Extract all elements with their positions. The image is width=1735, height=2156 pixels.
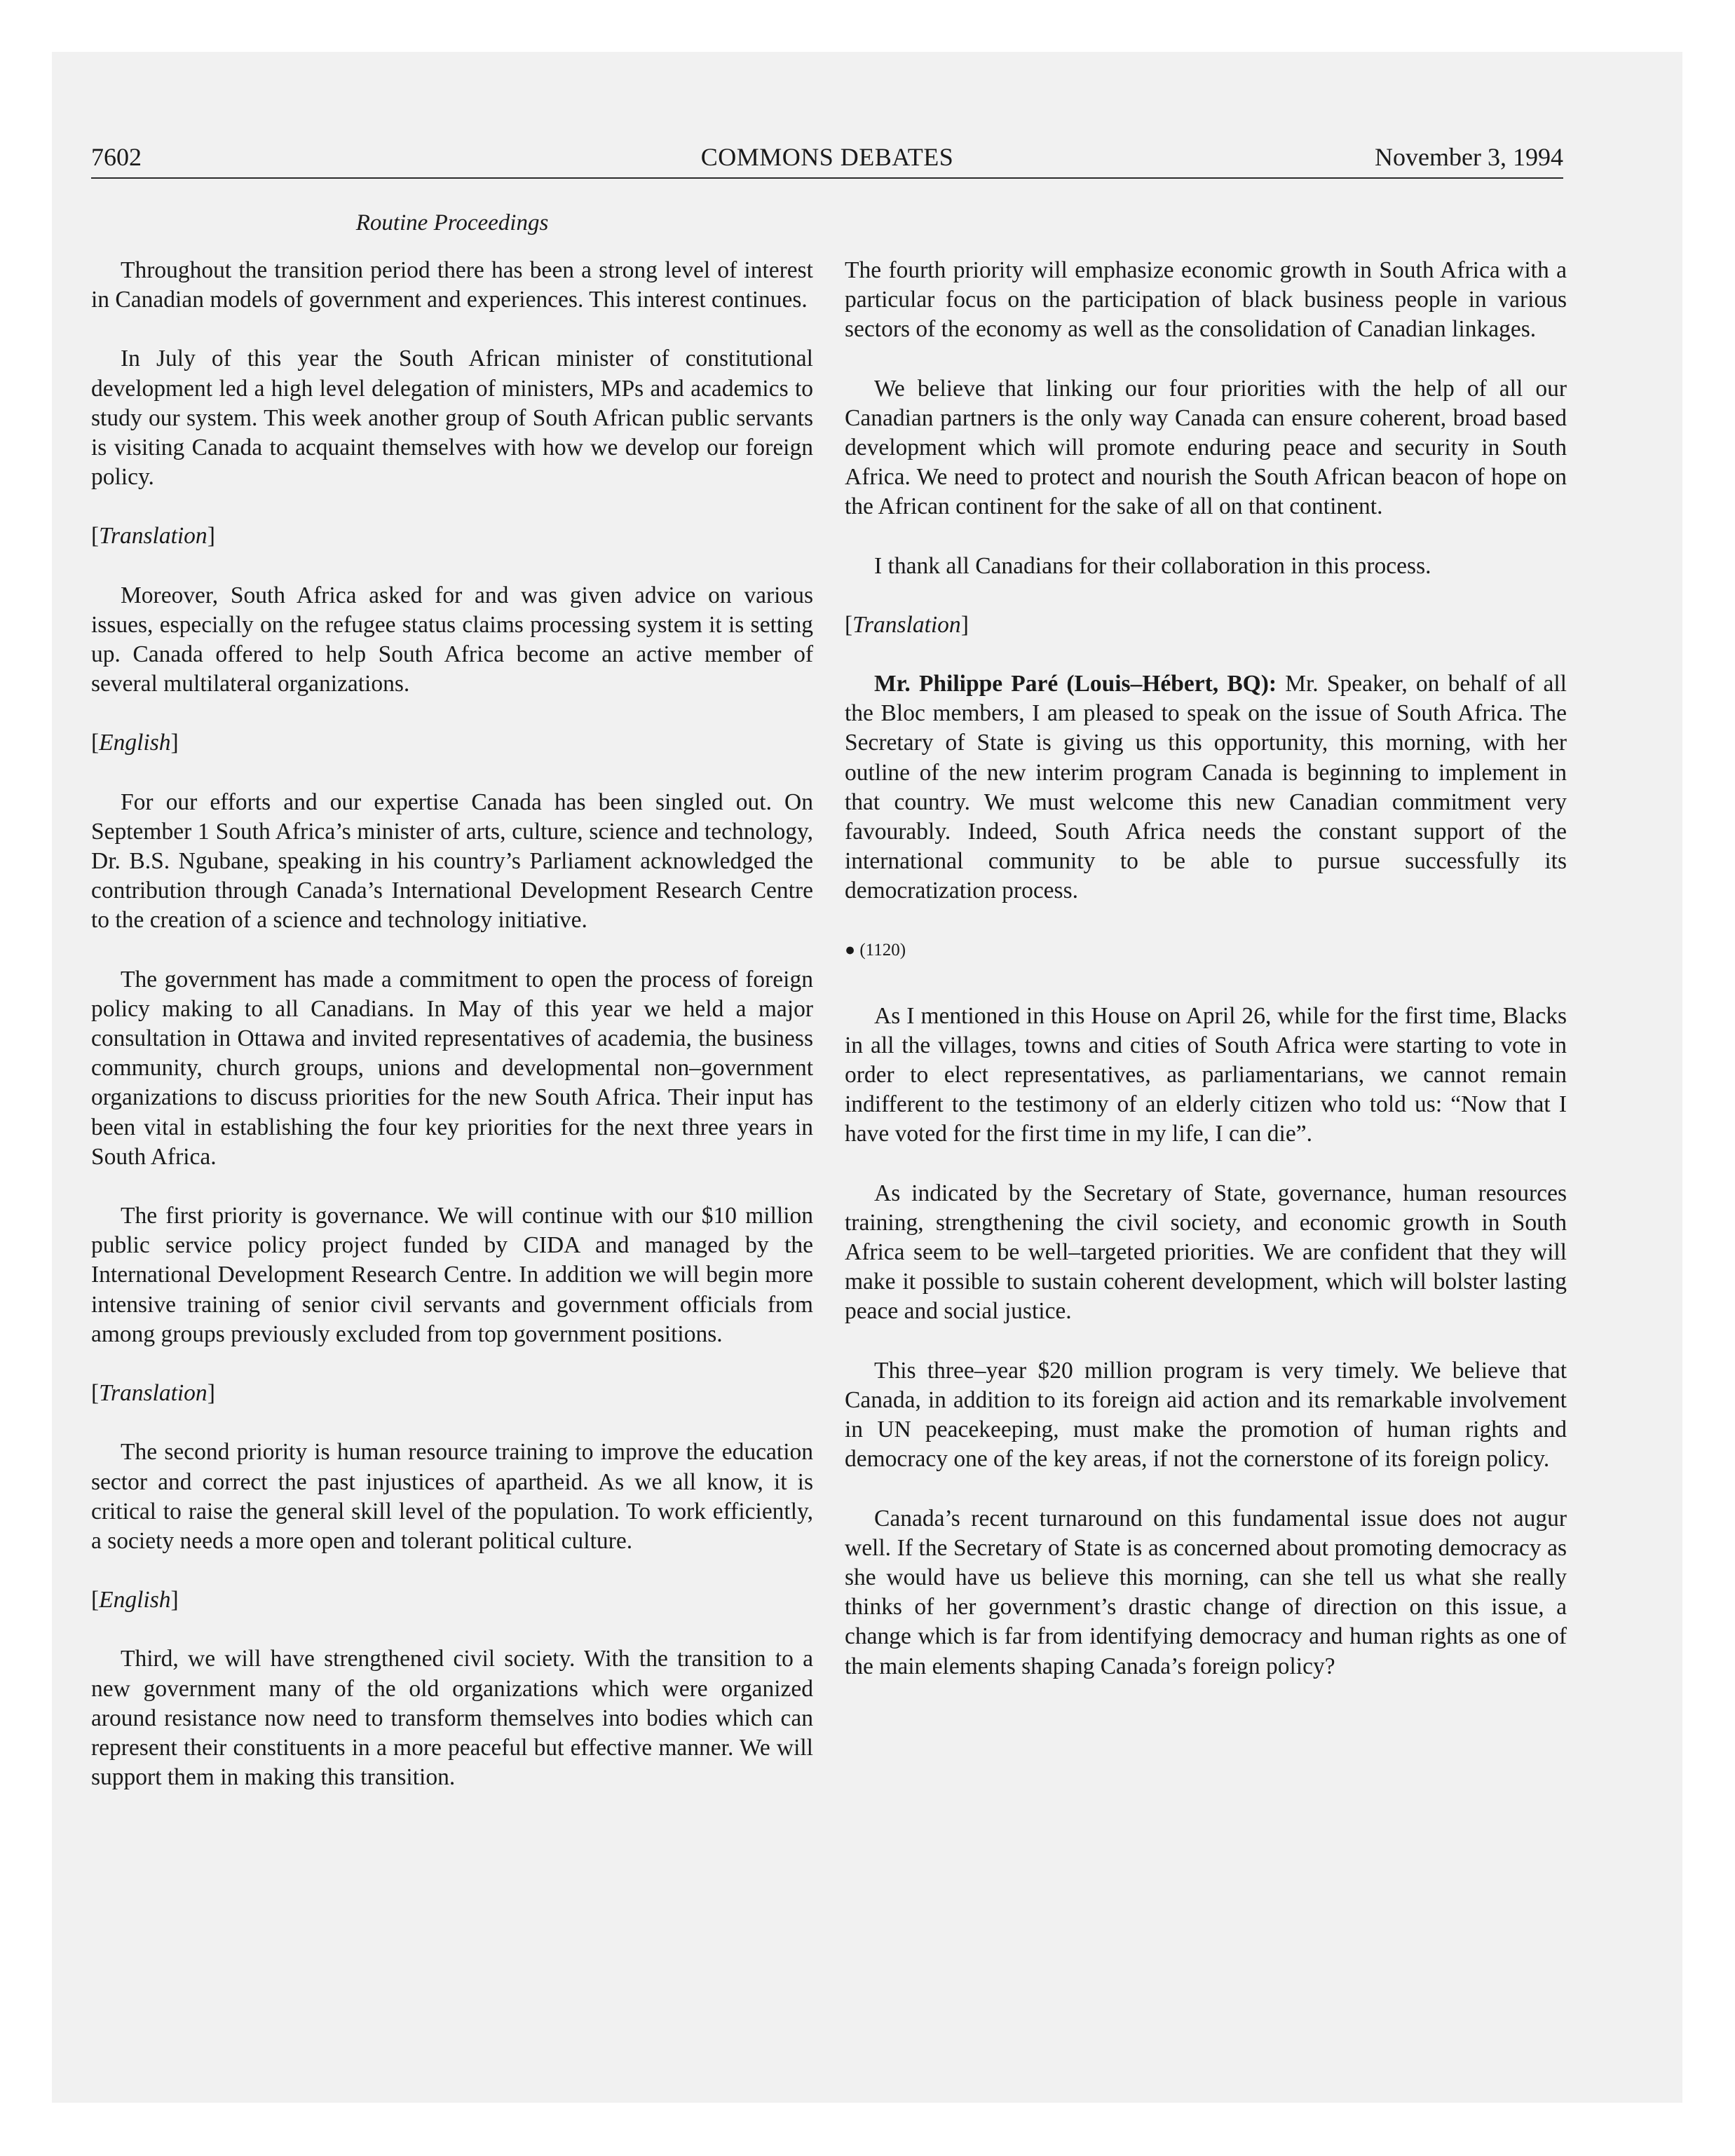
speech-paragraph: Mr. Philippe Paré (Louis–Hébert, BQ): Mr. Speaker, on behalf of all the Bloc members, I am pleased to speak on the issue of South Africa. The Secretary of State is giving us this opportunity, this morning, with her outline of the new interim program Canada is beginning to implement in that country. We must welcome this new Canadian commitment very favourably. Indeed, South Africa needs the constant support of the international community to be able to pursue successfully its democratization process.	[845, 671, 1567, 904]
paragraph: In July of this year the South African minister of constitutional development led a high level delegation of ministers, MPs and academics to study our system. This week another group of South African public servants is visiting Canada to acquaint themselves with how we develop our foreign policy.	[91, 346, 813, 491]
language-marker: [Translation]	[91, 1380, 215, 1407]
paragraph: Third, we will have strengthened civil society. With the transition to a new government many of the old organizations which were organized around resistance now need to transform themselves into bodies which can represent their constituents in a more peaceful but effective manner. We will support them in making this transition.	[91, 1646, 813, 1791]
page-date: November 3, 1994	[1375, 143, 1563, 171]
paragraph: As indicated by the Secretary of State, governance, human resources training, strengthening the civil society, and economic growth in South Africa seem to be well–targeted priorities. We are confident that they will make it possible to sustain coherent development, which will bolster lasting peace and social justice.	[845, 1180, 1567, 1325]
paragraph: As I mentioned in this House on April 26, while for the first time, Blacks in all the villages, towns and cities of South Africa were starting to vote in order to elect representatives, as parliamentarians, we cannot remain indifferent to the testimony of an elderly citizen who told us: “Now that I have voted for the first time in my life, I can die”.	[845, 1002, 1567, 1147]
paragraph: This three–year $20 million program is very timely. We believe that Canada, in addition to its foreign aid action and its remarkable involvement in UN peacekeeping, must make the promotion of human rights and democracy one of the key areas, if not the cornerstone of its foreign policy.	[845, 1357, 1567, 1473]
page-header	[91, 136, 1563, 178]
language-marker: [English]	[91, 730, 179, 756]
section-title: Routine Proceedings	[355, 210, 549, 236]
paragraph: Canada’s recent turnaround on this fundamental issue does not augur well. If the Secretary of State is as concerned about promoting democracy as she would have us believe this morning, can she tell us what she really thinks of her government’s drastic change of direction on this issue, a change which is far from identifying democracy and human rights as one of the main elements shaping Canada’s foreign policy?	[845, 1505, 1567, 1679]
publication-title: COMMONS DEBATES	[700, 143, 954, 171]
paragraph: I thank all Canadians for their collaboration in this process.	[874, 552, 1431, 579]
speaker-name: Mr. Philippe Paré (Louis–Hébert, BQ):	[874, 671, 1277, 697]
header-rule	[91, 177, 1563, 179]
right-column	[845, 256, 1567, 1711]
language-marker: [Translation]	[845, 611, 969, 638]
paragraph: The government has made a commitment to open the process of foreign policy making to all Canadians. In May of this year we held a major consultation in Ottawa and invited representatives of academia, the business community, church groups, unions and developmental non–government organizations to discuss priorities for the new South Africa. Their input has been vital in establishing the four key priorities for the next three years in South Africa.	[91, 966, 813, 1170]
paragraph: The fourth priority will emphasize economic growth in South Africa with a particular focus on the participation of black business people in various sectors of the economy as well as the consolidation of Canadian linkages.	[845, 257, 1567, 343]
language-marker: [English]	[91, 1587, 179, 1613]
page-number: 7602	[91, 143, 142, 171]
paragraph: Moreover, South Africa asked for and was given advice on various issues, especially on the refugee status claims processing system it is setting up. Canada offered to help South Africa become an active member of several multilateral organizations.	[91, 582, 813, 697]
paragraph: Throughout the transition period there has been a strong level of interest in Canadian models of government and experiences. This interest continues.	[91, 257, 813, 313]
paragraph: For our efforts and our expertise Canada has been singled out. On September 1 South Africa’s minister of arts, culture, science and technology, Dr. B.S. Ngubane, speaking in his country’s Parliament acknowledged the contribution through Canada’s International Development Research Centre to the creation of a science and technology initiative.	[91, 789, 813, 934]
language-marker: [Translation]	[91, 523, 215, 550]
left-column	[91, 256, 813, 1822]
time-marker: ● (1120)	[845, 940, 906, 960]
paragraph: We believe that linking our four priorities with the help of all our Canadian partners is the only way Canada can ensure coherent, broad based development which will promote enduring peace and security in South Africa. We need to protect and nourish the South African beacon of hope on the African continent for the sake of all on that continent.	[845, 375, 1567, 520]
paragraph: The first priority is governance. We will continue with our $10 million public service policy project funded by CIDA and managed by the International Development Research Centre. In addition we will begin more intensive training of senior civil servants and government officials from among groups previously excluded from top government positions.	[91, 1203, 813, 1347]
paragraph: The second priority is human resource training to improve the education sector and correct the past injustices of apartheid. As we all know, it is critical to raise the general skill level of the population. To work efficiently, a society needs a more open and tolerant political culture.	[91, 1439, 813, 1554]
